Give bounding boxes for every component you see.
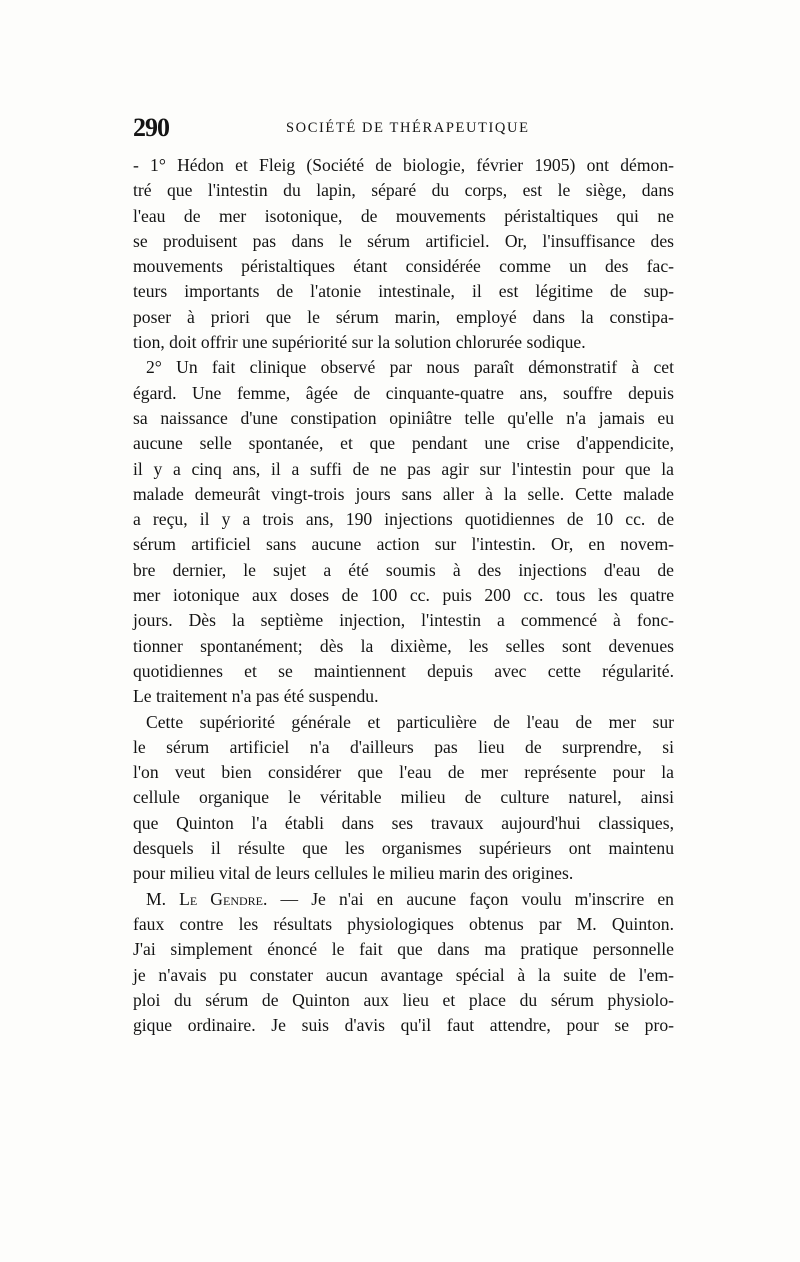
text-line: tré que l'intestin du lapin, séparé du corps, est le siège, dans bbox=[133, 180, 674, 201]
text-line: mouvements péristaltiques étant considérée comme un des fac- bbox=[133, 256, 674, 277]
text-line bbox=[133, 887, 674, 912]
text-fragment: — Je n'ai en aucune façon voulu m'inscrire en bbox=[267, 888, 674, 909]
text-line: cellule organique le véritable milieu de culture naturel, ainsi bbox=[133, 787, 674, 808]
text-line: ploi du sérum de Quinton aux lieu et place du sérum physiolo- bbox=[133, 989, 674, 1010]
text-line: jours. Dès la septième injection, l'intestin a commencé à fonc- bbox=[133, 610, 674, 631]
text-line: tionner spontanément; dès la dixième, les selles sont devenues bbox=[133, 635, 674, 656]
text-line: quotidiennes et se maintiennent depuis avec cette régularité. bbox=[133, 660, 674, 681]
text-line: faux contre les résultats physiologiques obtenus par M. Quinton. bbox=[133, 913, 674, 934]
text-line: il y a cinq ans, il a suffi de ne pas agir sur l'intestin pour que la bbox=[133, 458, 674, 479]
text-line: 2° Un fait clinique observé par nous paraît démonstratif à cet bbox=[146, 357, 674, 378]
paragraph-3 bbox=[133, 710, 674, 887]
text-line: se produisent pas dans le sérum artificiel. Or, l'insuffisance des bbox=[133, 230, 674, 251]
text-line: poser à priori que le sérum marin, employé dans la constipa- bbox=[133, 306, 674, 327]
text-line: aucune selle spontanée, et que pendant une crise d'appendicite, bbox=[133, 433, 674, 454]
text-line: a reçu, il y a trois ans, 190 injections quotidiennes de 10 cc. de bbox=[133, 509, 674, 530]
text-line: l'on veut bien considérer que l'eau de mer représente pour la bbox=[133, 762, 674, 783]
text-line: gique ordinaire. Je suis d'avis qu'il faut attendre, pour se pro- bbox=[133, 1015, 674, 1036]
body-text bbox=[133, 153, 674, 1038]
text-line: teurs importants de l'atonie intestinale, il est légitime de sup- bbox=[133, 281, 674, 302]
text-line: bre dernier, le sujet a été soumis à des injections d'eau de bbox=[133, 559, 674, 580]
text-line: que Quinton l'a établi dans ses travaux aujourd'hui classiques, bbox=[133, 812, 674, 833]
text-line: Cette supériorité générale et particulière de l'eau de mer sur bbox=[146, 711, 674, 732]
paragraph-2 bbox=[133, 355, 674, 709]
running-head bbox=[133, 113, 673, 143]
text-line: sérum artificiel sans aucune action sur l'intestin. Or, en novem- bbox=[133, 534, 674, 555]
text-line: mer iotonique aux doses de 100 cc. puis 200 cc. tous les quatre bbox=[133, 585, 674, 606]
text-line: pour milieu vital de leurs cellules le milieu marin des origines. bbox=[133, 863, 574, 884]
page-number: 290 bbox=[133, 113, 169, 142]
text-line: égard. Une femme, âgée de cinquante-quatre ans, souffre depuis bbox=[133, 382, 674, 403]
paragraph-1 bbox=[133, 153, 674, 355]
text-line: le sérum artificiel n'a d'ailleurs pas lieu de surprendre, si bbox=[133, 736, 674, 757]
speaker-name: M. Le Gendre. bbox=[146, 888, 268, 909]
text-line: desquels il résulte que les organismes supérieurs ont maintenu bbox=[133, 838, 674, 859]
text-line: J'ai simplement énoncé le fait que dans ma pratique personnelle bbox=[133, 939, 674, 960]
text-line: je n'avais pu constater aucun avantage spécial à la suite de l'em- bbox=[133, 964, 674, 985]
running-title: SOCIÉTÉ DE THÉRAPEUTIQUE bbox=[286, 120, 530, 136]
text-line: malade demeurât vingt-trois jours sans aller à la selle. Cette malade bbox=[133, 483, 674, 504]
text-line: - 1° Hédon et Fleig (Société de biologie, février 1905) ont démon- bbox=[133, 155, 674, 175]
text-line: tion, doit offrir une supériorité sur la solution chlorurée sodique. bbox=[133, 332, 586, 353]
text-line: sa naissance d'une constipation opiniâtre telle qu'elle n'a jamais eu bbox=[133, 407, 674, 428]
text-line: l'eau de mer isotonique, de mouvements péristaltiques qui ne bbox=[133, 205, 674, 226]
paragraph-4 bbox=[133, 887, 674, 1039]
text-line: Le traitement n'a pas été suspendu. bbox=[133, 686, 379, 707]
